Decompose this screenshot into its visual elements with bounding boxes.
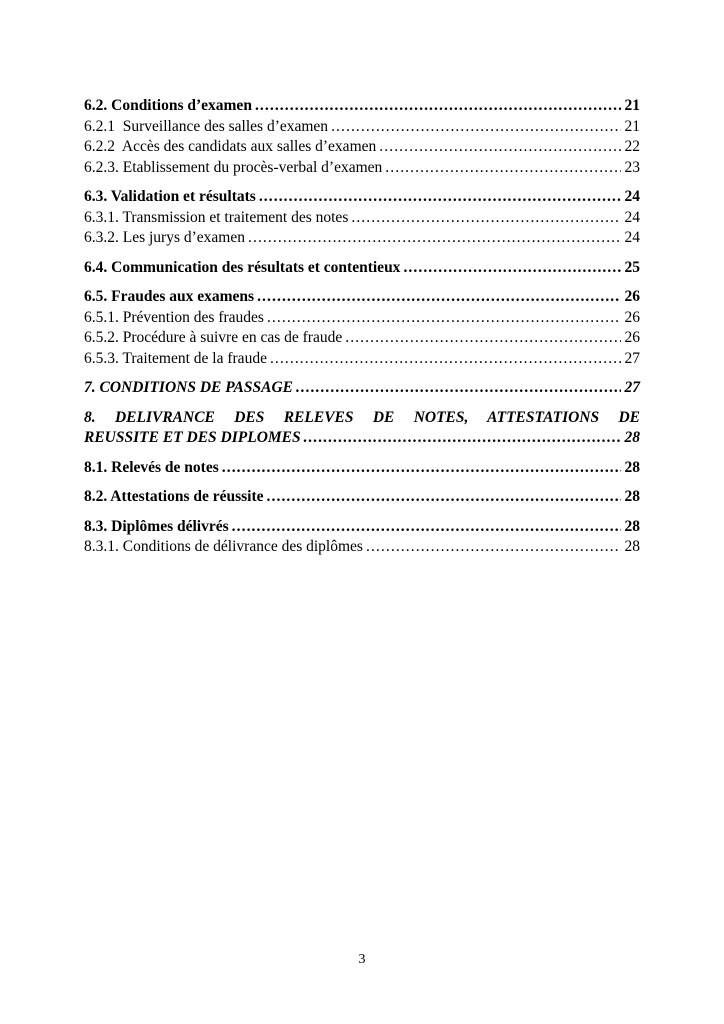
toc-entry-label: 6.5.1. Prévention des fraudes bbox=[84, 308, 264, 326]
toc-entry-multiline bbox=[84, 408, 640, 449]
toc-entry-page: 21 bbox=[624, 117, 640, 135]
toc-entry-label: 8.2. Attestations de réussite bbox=[84, 488, 264, 505]
toc-entry-label-line1: 8. DELIVRANCE DES RELEVES DE NOTES, ATTESTATIONS DE bbox=[84, 408, 640, 426]
toc-entry-label: 8.3. Diplômes délivrés bbox=[84, 517, 229, 535]
dot-leader bbox=[363, 537, 621, 558]
toc-entry-page: 25 bbox=[624, 258, 640, 276]
toc-entry-page: 28 bbox=[624, 488, 640, 505]
toc-entry-label: 6.2.2 Accès des candidats aux salles d’examen bbox=[84, 138, 377, 155]
toc-entry bbox=[84, 308, 640, 329]
dot-leader bbox=[348, 208, 620, 229]
dot-leader bbox=[382, 158, 620, 179]
toc-entry bbox=[84, 228, 640, 249]
toc-entry-page: 21 bbox=[624, 97, 640, 114]
dot-leader bbox=[252, 96, 621, 117]
toc-entry-page: 26 bbox=[624, 288, 640, 305]
toc-entry-label: 7. CONDITIONS DE PASSAGE bbox=[84, 379, 294, 396]
toc-entry bbox=[84, 287, 640, 308]
toc-entry bbox=[84, 158, 640, 179]
toc-entry bbox=[84, 328, 640, 349]
dot-leader bbox=[245, 228, 621, 249]
dot-leader bbox=[254, 287, 620, 308]
toc-entry-label: 6.3.1. Transmission et traitement des notes bbox=[84, 208, 349, 226]
toc-entry-label: 6.2. Conditions d’examen bbox=[84, 97, 252, 114]
toc-entry-page: 24 bbox=[624, 229, 640, 246]
toc-entry bbox=[84, 517, 640, 538]
toc-entry-label: REUSSITE ET DES DIPLOMES bbox=[84, 429, 301, 446]
toc-entry-label: 8.3.1. Conditions de délivrance des diplômes bbox=[84, 538, 363, 555]
toc-entry-page: 28 bbox=[624, 538, 640, 555]
toc-entry-page: 28 bbox=[624, 517, 640, 535]
dot-leader bbox=[264, 487, 621, 508]
dot-leader bbox=[342, 328, 620, 349]
dot-leader bbox=[301, 428, 621, 449]
toc-entry bbox=[84, 187, 640, 208]
toc-entry-label: 6.4. Communication des résultats et contentieux bbox=[84, 258, 401, 276]
toc-entry-label: 6.3.2. Les jurys d’examen bbox=[84, 229, 245, 246]
toc-entry-page: 26 bbox=[624, 329, 640, 346]
dot-leader bbox=[328, 117, 620, 138]
dot-leader bbox=[400, 258, 620, 279]
toc-entry-label: 6.2.1 Surveillance des salles d’examen bbox=[84, 117, 329, 135]
toc-entry-page: 26 bbox=[624, 308, 640, 326]
toc-entry bbox=[84, 117, 640, 138]
toc-entry bbox=[84, 487, 640, 508]
dot-leader bbox=[256, 187, 621, 208]
toc-entry-page: 23 bbox=[624, 158, 640, 176]
toc-entry bbox=[84, 349, 640, 370]
dot-leader bbox=[229, 517, 621, 538]
toc-entry bbox=[84, 378, 640, 399]
toc-entry-label: 6.3. Validation et résultats bbox=[84, 188, 256, 205]
table-of-contents bbox=[84, 87, 640, 558]
toc-entry-page: 24 bbox=[624, 188, 640, 205]
toc-entry bbox=[84, 96, 640, 117]
toc-entry-label: 6.5. Fraudes aux examens bbox=[84, 288, 255, 305]
toc-entry-label: 6.5.3. Traitement de la fraude bbox=[84, 349, 267, 367]
toc-entry-page: 22 bbox=[624, 138, 640, 155]
toc-entry-page: 28 bbox=[624, 458, 640, 476]
toc-entry-page: 28 bbox=[624, 429, 640, 446]
toc-entry-page: 27 bbox=[624, 349, 640, 367]
toc-entry bbox=[84, 208, 640, 229]
toc-entry-page: 24 bbox=[624, 208, 640, 226]
dot-leader bbox=[293, 378, 620, 399]
toc-entry bbox=[84, 428, 640, 449]
toc-entry-label: 8.1. Relevés de notes bbox=[84, 458, 219, 476]
toc-entry bbox=[84, 458, 640, 479]
toc-entry-label: 6.5.2. Procédure à suivre en cas de fraude bbox=[84, 329, 343, 346]
toc-entry bbox=[84, 137, 640, 158]
toc-entry-page: 27 bbox=[624, 379, 640, 396]
toc-entry bbox=[84, 537, 640, 558]
dot-leader bbox=[264, 308, 621, 329]
page-number: 3 bbox=[358, 952, 366, 967]
dot-leader bbox=[267, 349, 621, 370]
toc-entry-label: 6.2.3. Etablissement du procès-verbal d’examen bbox=[84, 158, 383, 176]
toc-entry bbox=[84, 258, 640, 279]
dot-leader bbox=[376, 137, 620, 158]
dot-leader bbox=[219, 458, 621, 479]
